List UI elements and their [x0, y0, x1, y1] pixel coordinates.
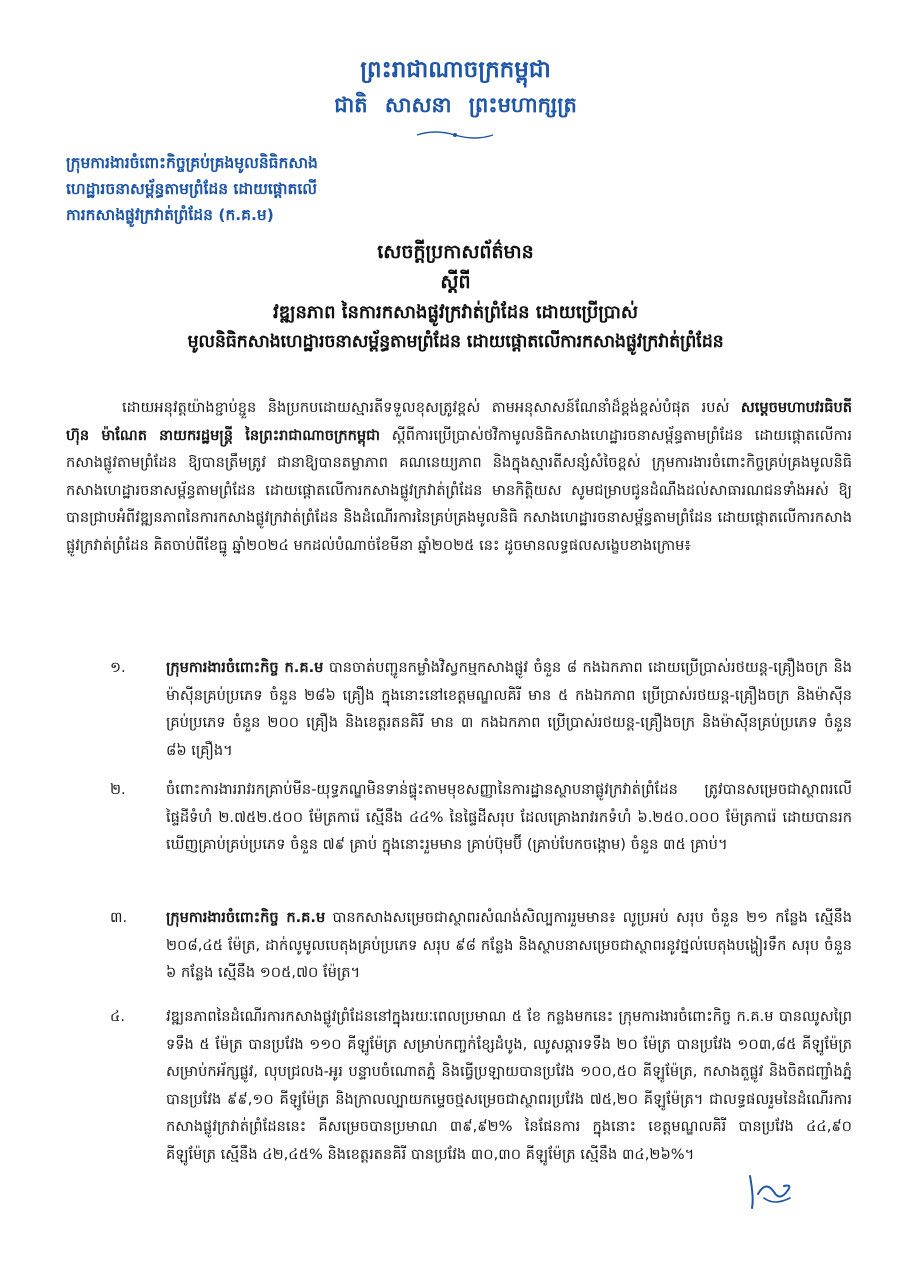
list-item-body: បានកសាងសម្រេចជាស្ថាពរសំណង់សិល្បការរួមមាន៖ លូប្រអប់ សរុប ចំនួន ២១ កន្លែង ស្មើនឹង ២០៨,៤៥ ម៉ែត្រ, ដាក់លូមូលបេតុងគ្រប់ប្រភេទ សរុប ៩៨ កន្លែង និងស្ថាបនាសម្រេចជាស្ថាពរនូវថ្នល់បេតុងបង្ហៀរទឹក សរុប ចំនួន ៦ កន្លែង ស្មើនឹង ១០៥,៧០ ម៉ែត្រ។ — [166, 909, 852, 982]
list-item-number: ១. — [110, 659, 126, 676]
list-item-body: ចំពោះការងាររាវរកគ្រាប់មីន-យុទ្ធភណ្ឌមិនទាន់ផ្ទុះតាមមុខសញ្ញានៃការដ្ឋានស្ថាបនាផ្លូវក្រវាត់ព្រំដែន ត្រូវបានសម្រេចជាស្ថាពរលើផ្ទៃដីទំហំ ២.៧៥២.៥០០ ម៉ែត្រការ៉េ ស្មើនឹង ៤៤% នៃផ្ទៃដីសរុប ដែលគ្រោងរាវរកទំហំ ៦.២៥០.០០០ ម៉ែត្រការ៉េ ដោយបានរកឃើញគ្រាប់គ្រប់ប្រភេទ ចំនួន ៧៩ គ្រាប់ ក្នុងនោះរួមមាន គ្រាប់ប៊ុមប៊ី (គ្រាប់បែកចង្កោម) ចំនួន ៣៥ គ្រាប់។ — [166, 781, 852, 854]
initials-signature-icon — [744, 1168, 796, 1212]
intro-text-start: ដោយអនុវត្តយ៉ាងខ្ជាប់ខ្ជួន និងប្រកបដោយស្មារតីទទួលខុសត្រូវខ្ពស់ តាមអនុសាសន៍ណែនាំដ៏ខ្ពង់ខ្ពស់បំផុត របស់ — [122, 399, 741, 416]
intro-paragraph — [66, 394, 852, 560]
announcement-title: សេចក្តីប្រកាសព័ត៌មាន — [377, 241, 534, 263]
list-item-number: ៣. — [110, 909, 128, 926]
list-item-lead: ក្រុមការងារចំពោះកិច្ច ក.គ.ម — [166, 909, 326, 926]
list-item-lead: ក្រុមការងារចំពោះកិច្ច ក.គ.ម — [166, 659, 324, 676]
announcement-subject-label: ស្តីពី — [440, 271, 471, 293]
list-item-text — [166, 1003, 852, 1169]
kingdom-heading: ព្រះរាជាណាចក្រកម្ពុជា — [360, 57, 551, 83]
list-item-text — [166, 904, 852, 987]
ornament-divider-icon — [415, 128, 495, 142]
national-motto: ជាតិ សាសនា ព្រះមហាក្សត្រ — [334, 93, 577, 117]
list-item-text — [166, 654, 852, 764]
list-item-text — [166, 776, 852, 859]
issuing-body — [66, 150, 386, 228]
list-item-number: ២. — [110, 781, 126, 798]
prime-minister-name: សម្តេចមហាបវរធិបតី ហ៊ុន ម៉ាណែត នាយករដ្ឋមន្ត្រី នៃព្រះរាជាណាចក្រកម្ពុជា — [66, 399, 852, 444]
announcement-subject-line-1: វឌ្ឍនភាព នៃការកសាងផ្លូវក្រវាត់ព្រំដែន ដោយប្រើប្រាស់ — [273, 302, 638, 323]
list-item-body: បានចាត់បញ្ជូនកម្លាំងវិស្វកម្មកសាងផ្លូវ ចំនួន ៨ កងឯកភាព ដោយប្រើប្រាស់រថយន្ត-គ្រឿងចក្រ និងម៉ាស៊ីនគ្រប់ប្រភេទ ចំនួន ២៨៦ គ្រឿង ក្នុងនោះនៅខេត្តមណ្ឌលគិរី មាន ៥ កងឯកភាព ប្រើប្រាស់រថយន្ត-គ្រឿងចក្រ និងម៉ាស៊ីនគ្រប់ប្រភេទ ចំនួន ២០០ គ្រឿង និងខេត្តរតនគិរី មាន ៣ កងឯកភាព ប្រើប្រាស់រថយន្ត-គ្រឿងចក្រ និងម៉ាស៊ីនគ្រប់ប្រភេទ ចំនួន ៨៦ គ្រឿង។ — [166, 659, 853, 759]
list-item-body: វឌ្ឍនភាពនៃដំណើរការកសាងផ្លូវព្រំដែននៅក្នុងរយៈពេលប្រមាណ ៥ ខែ កន្លងមកនេះ ក្រុមការងារចំពោះកិច្ច ក.គ.ម បានឈូសព្រៃទទឹង ៥ ម៉ែត្រ បានប្រវែង ១១០ គីឡូម៉ែត្រ សម្រាប់កញ្ចក់ខ្សែដំបូង, ឈូសឆ្ការទទឹង ២០ ម៉ែត្រ បានប្រវែង ១០៣,៨៥ គីឡូម៉ែត្រ សម្រាប់កអ័ក្សផ្លូវ, លុបជ្រលង-អូរ បន្ទាបចំណោតភ្នំ និងធ្វើប្រឡាយបានប្រវែង ១០០,៥០ គីឡូម៉ែត្រ, កសាងតួផ្លូវ និងចិតជញ្ជាំងភ្នំ បានប្រវែង ៩៩,១០ គីឡូម៉ែត្រ និងក្រាលល្បាយកម្ទេចថ្មសម្រេចជាស្ថាពរប្រវែង ៧៥,២០ គីឡូម៉ែត្រ។ ជាលទ្ធផលរួមនៃដំណើរការកសាងផ្លូវក្រវាត់ព្រំដែននេះ គឺសម្រេចបានប្រមាណ ៣៩,៩២% នៃផែនការ ក្នុងនោះ ខេត្តមណ្ឌលគិរី បានប្រវែង ៤៤,៩០ គីឡូម៉ែត្រ ស្មើនឹង ៤២,៤៥% និងខេត្តរតនគិរី បានប្រវែង ៣០,៣០ គីឡូម៉ែត្រ ស្មើនឹង ៣៤,២៦%។ — [166, 1008, 852, 1163]
announcement-subject-line-2: មូលនិធិកសាងហេដ្ឋារចនាសម្ព័ន្ធតាមព្រំដែន ដោយផ្តោតលើការកសាងផ្លូវក្រវាត់ព្រំដែន — [187, 332, 724, 352]
issuer-line: ការកសាងផ្លូវក្រវាត់ព្រំដែន (ក.គ.ម) — [66, 206, 274, 224]
issuer-line: ហេដ្ឋារចនាសម្ព័ន្ធតាមព្រំដែន ដោយផ្តោតលើ — [66, 180, 318, 198]
intro-text-end: ស្តីពីការប្រើប្រាស់ថវិកាមូលនិធិកសាងហេដ្ឋារចនាសម្ព័ន្ធតាមព្រំដែន ដោយផ្តោតលើការកសាងផ្លូវតាមព្រំដែន ឱ្យបានត្រឹមត្រូវ ជានាឱ្យបានតម្លាភាព គណនេយ្យភាព និងក្នុងស្មារតីសន្សំសំចៃខ្ពស់ ក្រុមការងារចំពោះកិច្ចគ្រប់គ្រងមូលនិធិកសាងហេដ្ឋារចនាសម្ព័ន្ធតាមព្រំដែន ដោយផ្តោតលើការកសាងផ្លូវក្រវាត់ព្រំដែន មានកិត្តិយស សូមជម្រាបជូនដំណឹងដល់សាធារណជនទាំងអស់ ឱ្យបានជ្រាបអំពីវឌ្ឍនភាពនៃការកសាងផ្លូវក្រវាត់ព្រំដែន និងដំណើរការនៃគ្រប់គ្រងមូលនិធិ កសាងហេដ្ឋារចនាសម្ព័ន្ធតាមព្រំដែន ដោយផ្តោតលើការកសាងផ្លូវក្រវាត់ព្រំដែន គិតចាប់ពីខែធ្នូ ឆ្នាំ២០២៤ មកដល់បំណាច់ខែមីនា ឆ្នាំ២០២៥ នេះ ដូចមានលទ្ធផលសង្ខេបខាងក្រោម៖ — [66, 426, 852, 554]
list-item-number: ៤. — [110, 1008, 125, 1025]
issuer-line: ក្រុមការងារចំពោះកិច្ចគ្រប់គ្រងមូលនិធិកសាង — [66, 154, 318, 172]
